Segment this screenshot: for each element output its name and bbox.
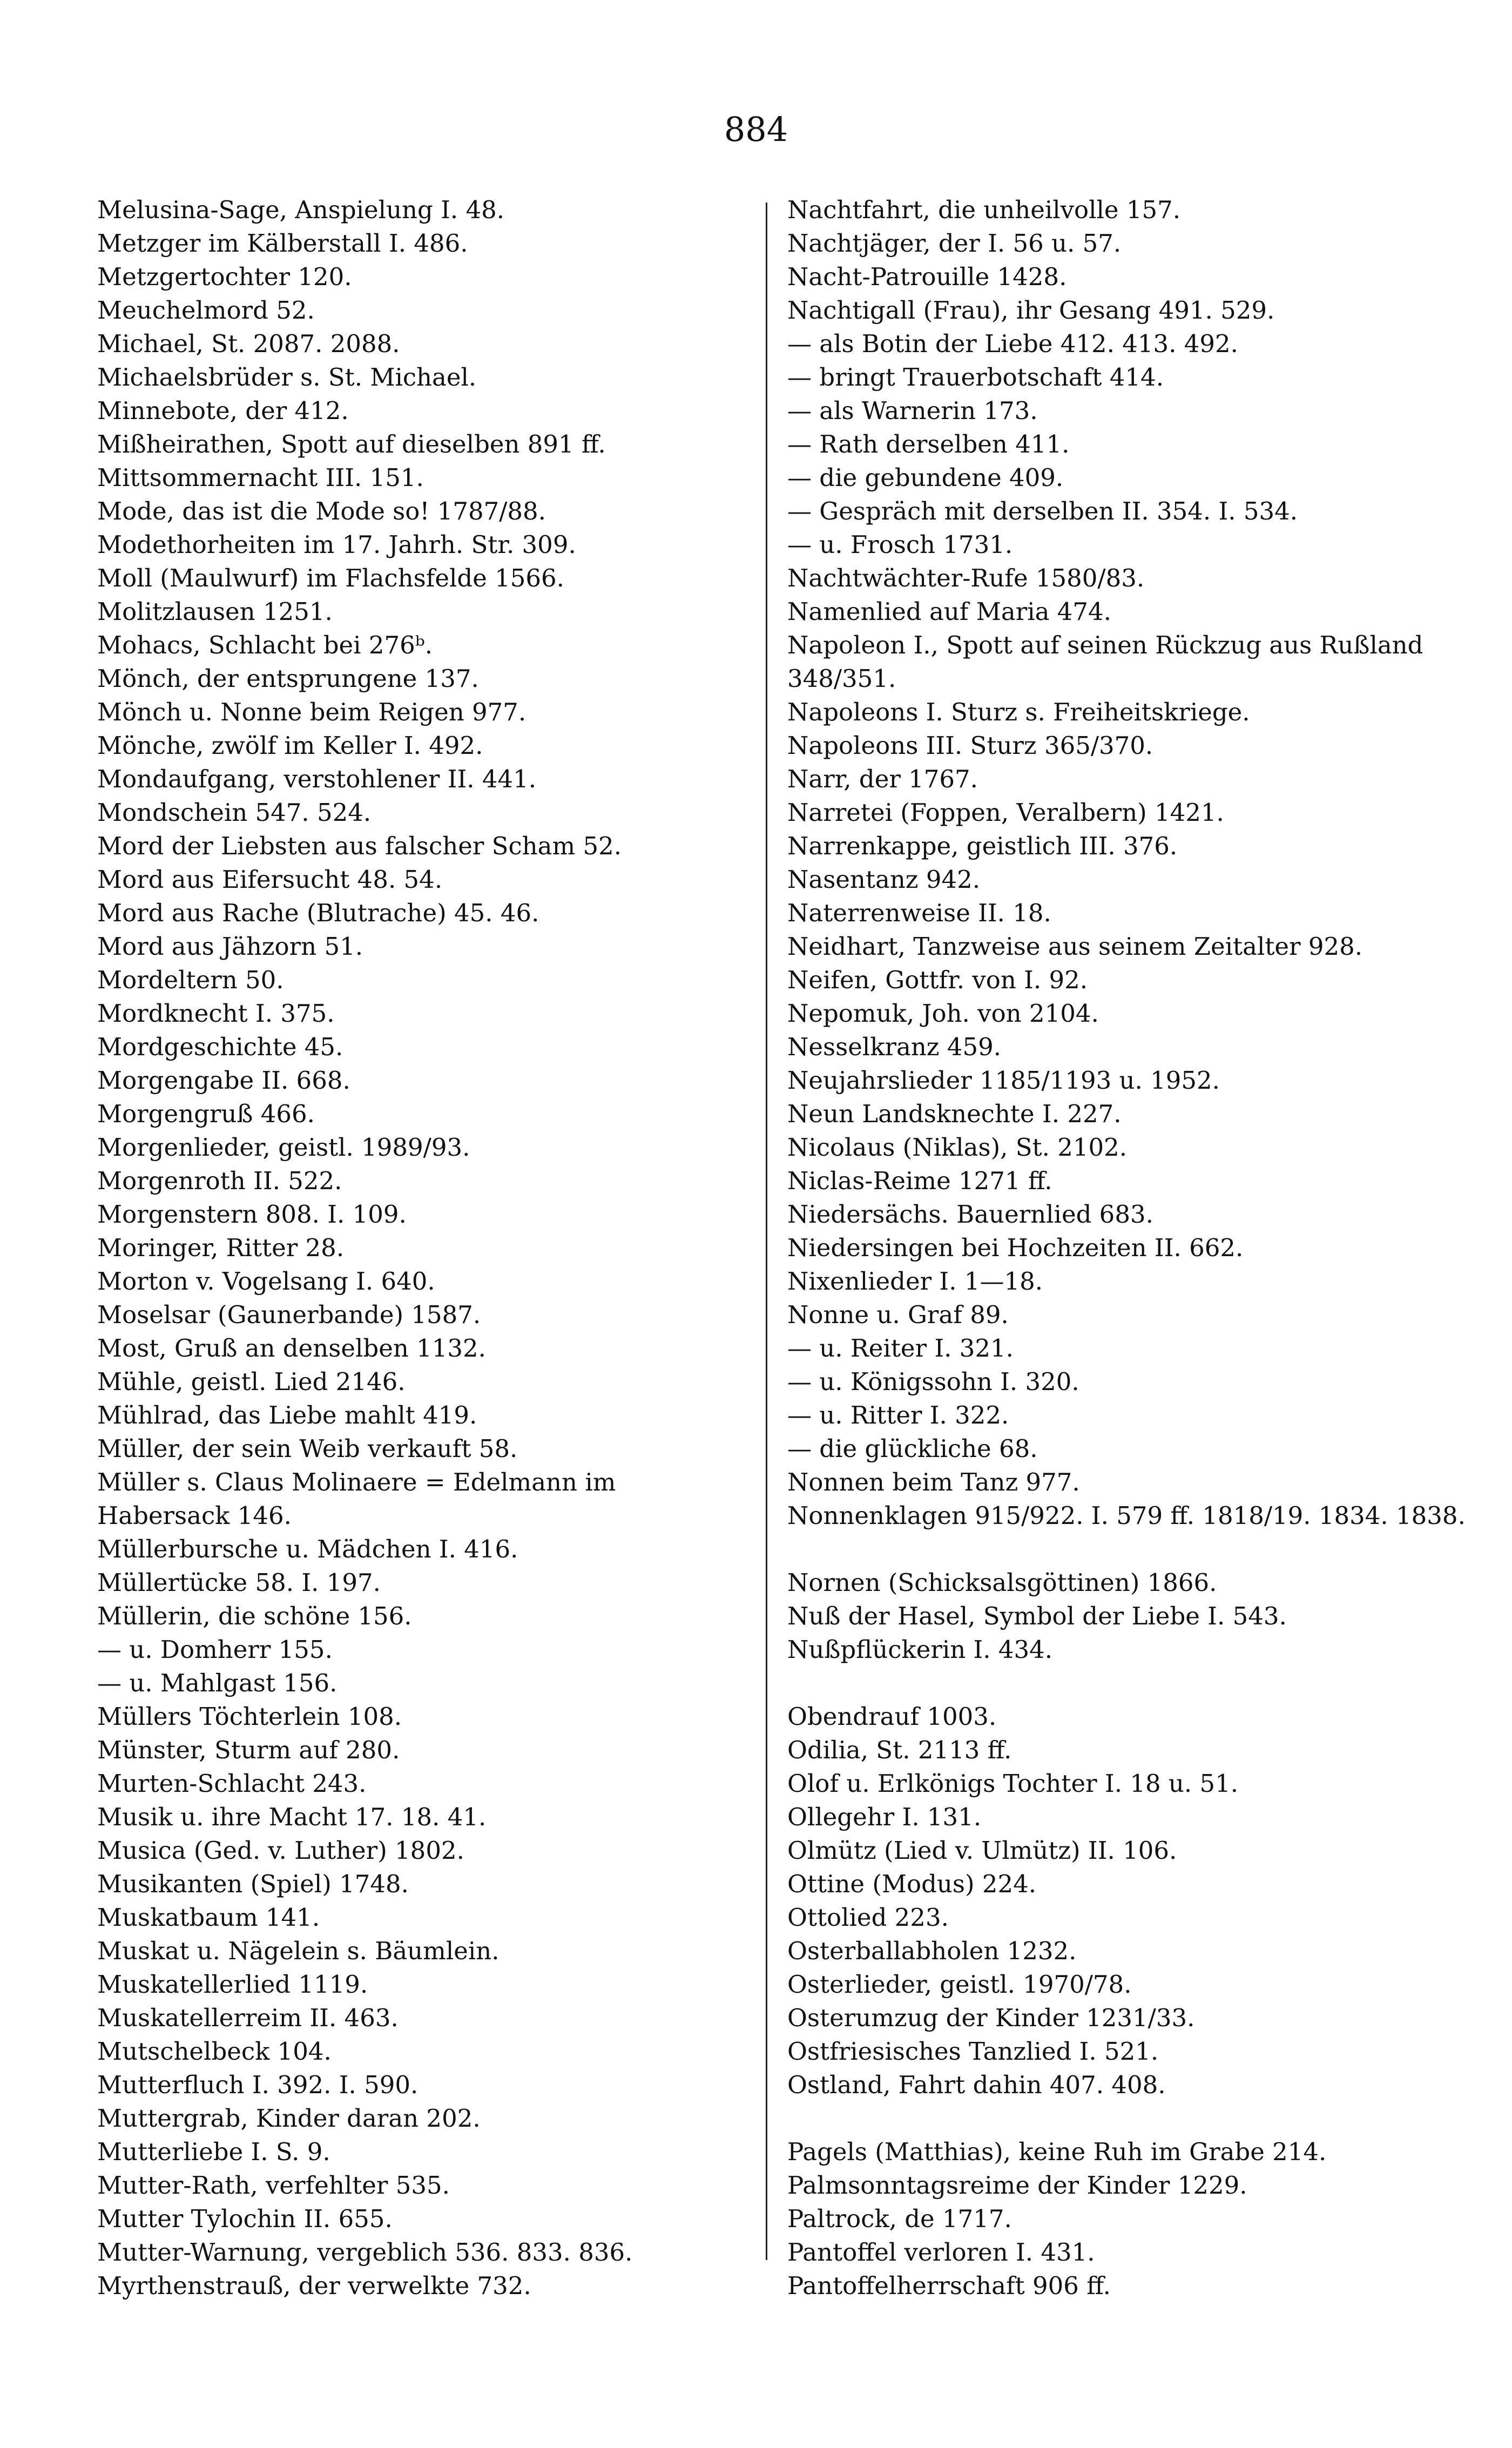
index-subentry: — Rath derselben 411. [787, 430, 1070, 458]
index-entry: Mönch u. Nonne beim Reigen 977. [97, 698, 526, 726]
index-entry: Münster, Sturm auf 280. [97, 1736, 400, 1764]
index-subentry: — u. Reiter I. 321. [787, 1334, 1014, 1363]
index-subentry: — Gespräch mit derselben II. 354. I. 534. [787, 497, 1298, 525]
index-entry: Mondaufgang, verstohlener II. 441. [97, 765, 537, 793]
index-entry: Murten-Schlacht 243. [97, 1769, 367, 1798]
index-entry: Namenlied auf Maria 474. [787, 597, 1111, 626]
index-entry: Ollegehr I. 131. [787, 1803, 982, 1831]
index-entry: Mutterliebe I. S. 9. [97, 2137, 330, 2166]
index-entry: Nachtwächter-Rufe 1580/83. [787, 564, 1145, 592]
index-entry: Muttergrab, Kinder daran 202. [97, 2104, 481, 2133]
index-entry: Morgengabe II. 668. [97, 1066, 350, 1095]
index-entry: Pantoffelherrschaft 906 ff. [787, 2271, 1111, 2300]
index-entry: Morgenstern 808. I. 109. [97, 1200, 407, 1229]
index-subentry: — als Warnerin 173. [787, 396, 1038, 425]
index-entry: Ostland, Fahrt dahin 407. 408. [787, 2071, 1166, 2099]
index-entry: Musikanten (Spiel) 1748. [97, 1870, 409, 1898]
index-entry: Michaelsbrüder s. St. Michael. [97, 363, 477, 392]
index-subentry: — bringt Trauerbotschaft 414. [787, 363, 1164, 392]
index-entry: Napoleons I. Sturz s. Freiheitskriege. [787, 698, 1250, 726]
index-entry: Metzgertochter 120. [97, 262, 352, 291]
index-entry: Mühlrad, das Liebe mahlt 419. [97, 1401, 477, 1429]
index-subentry: — u. Mahlgast 156. [97, 1669, 338, 1697]
index-entry: Narrenkappe, geistlich III. 376. [787, 832, 1178, 860]
index-entry: Neun Landsknechte I. 227. [787, 1100, 1122, 1128]
index-entry: Ottine (Modus) 224. [787, 1870, 1037, 1898]
index-entry: Myrthenstrauß, der verwelkte 732. [97, 2271, 531, 2300]
index-entry: Moringer, Ritter 28. [97, 1233, 345, 1262]
index-entry: Ostfriesisches Tanzlied I. 521. [787, 2037, 1159, 2066]
section-gap [787, 2102, 1468, 2135]
index-entry: Most, Gruß an denselben 1132. [97, 1334, 486, 1363]
index-entry: Morton v. Vogelsang I. 640. [97, 1267, 435, 1296]
index-entry: Palmsonntagsreime der Kinder 1229. [787, 2171, 1247, 2200]
index-subentry: — die glückliche 68. [787, 1434, 1038, 1463]
page-number: 884 [724, 110, 788, 149]
index-entry: Michael, St. 2087. 2088. [97, 329, 400, 358]
index-subentry: — die gebundene 409. [787, 463, 1064, 492]
index-entry: Mordknecht I. 375. [97, 999, 335, 1028]
index-entry: Mord aus Jähzorn 51. [97, 932, 363, 961]
index-entry: Mutter-Rath, verfehlter 535. [97, 2171, 450, 2200]
index-entry: Niedersingen bei Hochzeiten II. 662. [787, 1233, 1244, 1262]
index-entry: Obendrauf 1003. [787, 1702, 997, 1731]
index-entry: Musica (Ged. v. Luther) 1802. [97, 1836, 464, 1865]
index-entry: Narr, der 1767. [787, 765, 978, 793]
index-entry: Mutschelbeck 104. [97, 2037, 332, 2066]
index-entry: Mohacs, Schlacht bei 276ᵇ. [97, 631, 433, 659]
index-entry: Müller, der sein Weib verkauft 58. [97, 1434, 518, 1463]
index-entry: Ottolied 223. [787, 1903, 949, 1932]
index-entry: Morgengruß 466. [97, 1100, 315, 1128]
index-entry: Pantoffel verloren I. 431. [787, 2238, 1095, 2267]
index-entry: Mönche, zwölf im Keller I. 492. [97, 731, 483, 760]
index-entry: Metzger im Kälberstall I. 486. [97, 229, 468, 258]
index-entry: Nuß der Hasel, Symbol der Liebe I. 543. [787, 1602, 1287, 1630]
index-subentry: — u. Domherr 155. [97, 1635, 333, 1664]
index-entry: Osterballabholen 1232. [787, 1937, 1077, 1965]
index-entry: Mutter Tylochin II. 655. [97, 2204, 393, 2233]
index-entry: Melusina-Sage, Anspielung I. 48. [97, 195, 505, 224]
index-entry: Niedersächs. Bauernlied 683. [787, 1200, 1153, 1229]
index-entry: Neidhart, Tanzweise aus seinem Zeitalter 928. [787, 932, 1363, 961]
index-entry: Neifen, Gottfr. von I. 92. [787, 966, 1088, 994]
index-entry: Nasentanz 942. [787, 865, 981, 894]
index-entry: Mittsommernacht III. 151. [97, 463, 424, 492]
index-entry: Musik u. ihre Macht 17. 18. 41. [97, 1803, 487, 1831]
index-entry: Molitzlausen 1251. [97, 597, 333, 626]
index-entry: Meuchelmord 52. [97, 296, 315, 325]
index-entry: Nepomuk, Joh. von 2104. [787, 999, 1099, 1028]
index-column-left [97, 193, 742, 2303]
index-entry: Nonnenklagen 915/922. I. 579 ff. 1818/19. 1834. 1838. [787, 1501, 1466, 1530]
index-entry: Nicolaus (Niklas), St. 2102. [787, 1133, 1128, 1162]
index-entry: Narretei (Foppen, Veralbern) 1421. [787, 798, 1224, 827]
index-entry: Mord aus Rache (Blutrache) 45. 46. [97, 899, 539, 927]
index-entry: Mordgeschichte 45. [97, 1033, 343, 1061]
index-entry: Osterlieder, geistl. 1970/78. [787, 1970, 1132, 1999]
index-entry: Mutterfluch I. 392. I. 590. [97, 2071, 418, 2099]
index-entry: Minnebote, der 412. [97, 396, 349, 425]
index-entry: Napoleon I., Spott auf seinen Rückzug aus Rußland 348/351. [787, 631, 1423, 693]
index-subentry: — als Botin der Liebe 412. 413. 492. [787, 329, 1238, 358]
index-entry: Olmütz (Lied v. Ulmütz) II. 106. [787, 1836, 1177, 1865]
index-entry: Paltrock, de 1717. [787, 2204, 1012, 2233]
index-entry: Muskatellerreim II. 463. [97, 2004, 399, 2032]
index-entry: Niclas-Reime 1271 ff. [787, 1166, 1052, 1195]
index-entry: Naterrenweise II. 18. [787, 899, 1051, 927]
index-entry: Mißheirathen, Spott auf dieselben 891 ff. [97, 430, 606, 458]
index-entry: Nacht-Patrouille 1428. [787, 262, 1067, 291]
index-entry: Nachtigall (Frau), ihr Gesang 491. 529. [787, 296, 1275, 325]
index-entry: Morgenroth II. 522. [97, 1166, 342, 1195]
index-subentry: — u. Ritter I. 322. [787, 1401, 1009, 1429]
index-entry: Nesselkranz 459. [787, 1033, 1002, 1061]
index-entry: Moselsar (Gaunerbande) 1587. [97, 1300, 481, 1329]
index-entry: Mönch, der entsprungene 137. [97, 664, 479, 693]
index-entry: Osterumzug der Kinder 1231/33. [787, 2004, 1195, 2032]
index-entry: Müllerin, die schöne 156. [97, 1602, 412, 1630]
index-entry: Mord aus Eifersucht 48. 54. [97, 865, 443, 894]
index-entry: Nonne u. Graf 89. [787, 1300, 1009, 1329]
index-entry: Mondschein 547. 524. [97, 798, 372, 827]
index-entry: Neujahrslieder 1185/1193 u. 1952. [787, 1066, 1220, 1095]
index-entry: Muskatbaum 141. [97, 1903, 320, 1932]
index-entry: Mutter-Warnung, vergeblich 536. 833. 836. [97, 2238, 633, 2267]
index-entry: Muskatellerlied 1119. [97, 1970, 368, 1999]
index-column-right [787, 193, 1468, 2303]
index-entry: Modethorheiten im 17. Jahrh. Str. 309. [97, 530, 576, 559]
index-entry: Muskat u. Nägelein s. Bäumlein. [97, 1937, 500, 1965]
column-divider [766, 203, 767, 2260]
index-entry: Nixenlieder I. 1—18. [787, 1267, 1043, 1296]
index-entry: Müllers Töchterlein 108. [97, 1702, 402, 1731]
index-entry: Mühle, geistl. Lied 2146. [97, 1367, 406, 1396]
index-subentry: — u. Königssohn I. 320. [787, 1367, 1079, 1396]
index-entry: Pagels (Matthias), keine Ruh im Grabe 214. [787, 2137, 1327, 2166]
section-gap [787, 1667, 1468, 1700]
index-entry: Mordeltern 50. [97, 966, 284, 994]
index-entry: Morgenlieder, geistl. 1989/93. [97, 1133, 470, 1162]
index-entry: Nußpflückerin I. 434. [787, 1635, 1053, 1664]
index-entry: Nornen (Schicksalsgöttinen) 1866. [787, 1568, 1217, 1597]
index-entry: Olof u. Erlkönigs Tochter I. 18 u. 51. [787, 1769, 1239, 1798]
index-entry: Napoleons III. Sturz 365/370. [787, 731, 1153, 760]
index-entry: Müller s. Claus Molinaere = Edelmann im Habersack 146. [97, 1468, 616, 1530]
index-entry: Müllerbursche u. Mädchen I. 416. [97, 1535, 518, 1563]
index-entry: Müllertücke 58. I. 197. [97, 1568, 381, 1597]
index-entry: Nonnen beim Tanz 977. [787, 1468, 1080, 1496]
index-entry: Mord der Liebsten aus falscher Scham 52. [97, 832, 622, 860]
index-subentry: — u. Frosch 1731. [787, 530, 1013, 559]
index-entry: Moll (Maulwurf) im Flachsfelde 1566. [97, 564, 564, 592]
index-entry: Nachtjäger, der I. 56 u. 57. [787, 229, 1122, 258]
index-entry: Nachtfahrt, die unheilvolle 157. [787, 195, 1181, 224]
index-entry: Mode, das ist die Mode so! 1787/88. [97, 497, 546, 525]
index-entry: Odilia, St. 2113 ff. [787, 1736, 1012, 1764]
